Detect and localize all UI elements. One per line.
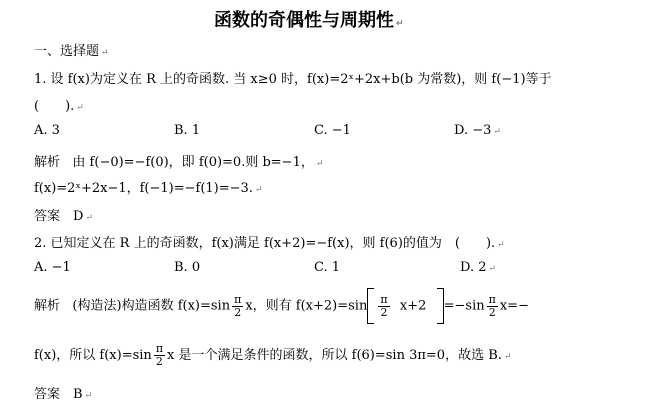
paragraph-mark: ↵ bbox=[315, 159, 324, 169]
paragraph-mark: ↵ bbox=[76, 103, 84, 113]
question-2-analysis-2: f(x)，所以 f(x)=sin $\frac{\pi}{2}$ x 是一个满足条件的函数，所以 f(6)=sin 3π=0，故选 B. ↵ bbox=[34, 342, 512, 368]
question-2-text: 2. 已知定义在 R 上的奇函数，f(x)满足 f(x+2)=−f(x)，则 f(6)的值为 ( ). ↵ bbox=[34, 236, 505, 251]
fraction-pi-over-2: $\frac{\pi}{2}$ bbox=[488, 292, 496, 319]
right-bracket bbox=[437, 288, 444, 324]
paragraph-mark: ↵ bbox=[396, 19, 404, 29]
paragraph-mark: ↵ bbox=[84, 391, 93, 401]
question-1-blank: ( ). ↵ bbox=[34, 99, 84, 114]
question-2-answer: 答案 B ↵ bbox=[34, 387, 93, 402]
paragraph-mark: ↵ bbox=[488, 264, 497, 274]
question-1-analysis-1: 解析 由 f(−0)=−f(0)，即 f(0)=0.则 b=−1， ↵ bbox=[34, 155, 324, 170]
option-b: B. 1 bbox=[174, 123, 201, 138]
option-d: D. 2 bbox=[460, 260, 487, 275]
section-heading: 一、选择题 ↵ bbox=[34, 44, 109, 59]
paragraph-mark: ↵ bbox=[497, 240, 505, 250]
option-a: A. 3 bbox=[34, 123, 60, 138]
page-title: 函数的奇偶性与周期性 ↵ bbox=[214, 10, 404, 31]
paragraph-mark: ↵ bbox=[503, 352, 512, 362]
paragraph-mark: ↵ bbox=[254, 185, 263, 195]
paragraph-mark: ↵ bbox=[493, 127, 501, 137]
option-a: A. −1 bbox=[34, 260, 71, 275]
fraction-pi-over-2: $\frac{\pi}{2}$ bbox=[234, 292, 242, 319]
paragraph-mark: ↵ bbox=[85, 213, 93, 223]
question-1-options bbox=[34, 123, 501, 138]
option-c: C. 1 bbox=[314, 260, 341, 275]
left-bracket bbox=[367, 288, 374, 324]
option-d: D. −3 bbox=[454, 123, 492, 138]
fraction-pi-over-2: $\frac{\pi}{2}$ bbox=[155, 342, 164, 368]
option-c: C. −1 bbox=[314, 123, 351, 138]
question-2-options bbox=[34, 260, 496, 275]
option-b: B. 0 bbox=[174, 260, 201, 275]
fraction-pi-over-2: $\frac{\pi}{2}$ bbox=[380, 292, 388, 319]
question-1-answer: 答案 D ↵ bbox=[34, 209, 93, 224]
question-1-text: 1. 设 f(x)为定义在 R 上的奇函数. 当 x≥0 时，f(x)=2ˣ+2x+b(b 为常数)，则 f(−1)等于 bbox=[34, 72, 552, 87]
paragraph-mark: ↵ bbox=[101, 48, 109, 58]
question-1-analysis-2: f(x)=2ˣ+2x−1，f(−1)=−f(1)=−3. ↵ bbox=[34, 181, 263, 196]
question-2-analysis-1: 解析 (构造法)构造函数 f(x)=sin $\frac{\pi}{2}$ x，则有 f(x+2)=sin $\frac{\pi}{2}$ x+2 =−sin $\frac{\pi}{2}$ x=− bbox=[34, 288, 529, 324]
